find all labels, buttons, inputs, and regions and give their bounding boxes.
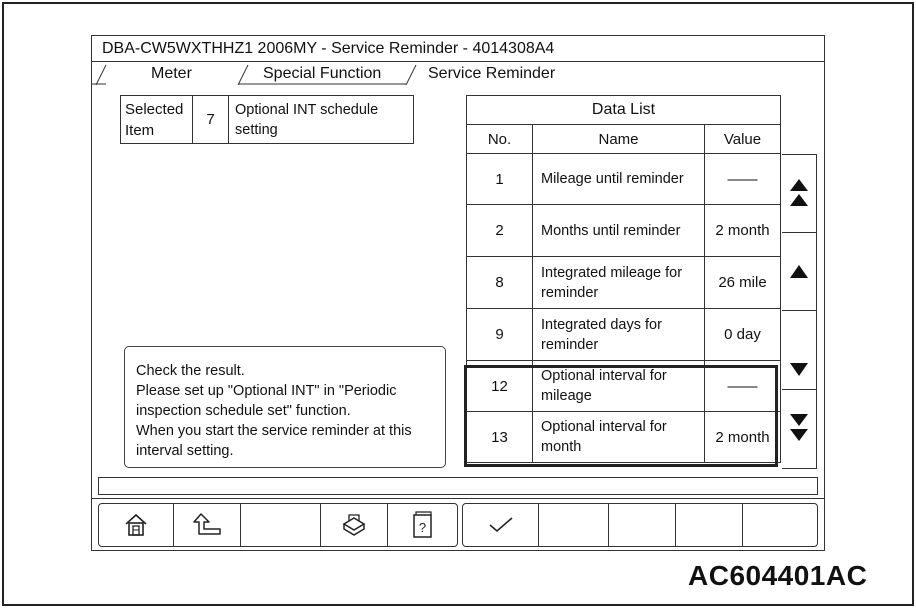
row-value: ——	[705, 361, 781, 412]
selected-item-table	[120, 95, 414, 144]
home-icon	[123, 512, 149, 538]
message-line: When you start the service reminder at this	[136, 423, 412, 439]
status-bar	[98, 477, 818, 495]
row-name: Months until reminder	[533, 205, 705, 257]
page-down-icon	[790, 414, 808, 444]
message-line: Check the result.	[136, 363, 245, 379]
footer-right-group	[462, 503, 818, 547]
footer-left-group	[98, 503, 458, 547]
highlight-frame	[464, 365, 778, 467]
tab-special-function[interactable]: Special Function	[263, 65, 382, 82]
empty-button[interactable]	[241, 504, 321, 546]
page-down-button[interactable]	[782, 390, 816, 468]
table-row[interactable]	[467, 257, 781, 309]
scroll-up-icon	[790, 265, 808, 279]
row-no: 2	[467, 205, 533, 257]
confirm-button[interactable]	[463, 504, 539, 546]
row-no: 13	[467, 412, 533, 463]
window-title: DBA-CW5WXTHHZ1 2006MY - Service Reminder - 4014308A4	[92, 36, 824, 62]
table-row[interactable]	[467, 205, 781, 257]
table-row[interactable]	[467, 309, 781, 361]
empty-button[interactable]	[539, 504, 609, 546]
empty-button[interactable]	[743, 504, 817, 546]
row-name: Optional interval for mileage	[533, 361, 705, 412]
page-up-icon	[790, 179, 808, 209]
app-window	[91, 35, 825, 551]
row-no: 12	[467, 361, 533, 412]
home-button[interactable]	[99, 504, 174, 546]
checkmark-icon	[487, 515, 515, 535]
table-row[interactable]	[467, 154, 781, 205]
back-button[interactable]	[174, 504, 242, 546]
row-name: Integrated days for reminder	[533, 309, 705, 361]
message-line: interval setting.	[136, 443, 234, 459]
column-header-value: Value	[705, 125, 781, 154]
empty-button[interactable]	[676, 504, 743, 546]
tab-meter[interactable]: Meter	[151, 65, 192, 82]
row-value: 0 day	[705, 309, 781, 361]
help-button[interactable]	[388, 504, 457, 546]
scroll-down-icon	[790, 363, 808, 377]
row-name: Mileage until reminder	[533, 154, 705, 205]
tab-service-reminder[interactable]: Service Reminder	[428, 65, 556, 82]
row-value: 2 month	[705, 205, 781, 257]
help-icon	[412, 511, 434, 539]
message-box	[124, 346, 446, 468]
row-name: Optional interval for month	[533, 412, 705, 463]
svg-text:?: ?	[418, 520, 426, 535]
data-list-title: Data List	[467, 96, 781, 125]
empty-button[interactable]	[609, 504, 676, 546]
print-button[interactable]	[321, 504, 389, 546]
column-header-name: Name	[533, 125, 705, 154]
tab-bar	[92, 63, 824, 85]
scroll-column	[782, 154, 817, 469]
row-value: 2 month	[705, 412, 781, 463]
footer-divider	[92, 498, 824, 499]
row-no: 8	[467, 257, 533, 309]
row-name: Integrated mileage for reminder	[533, 257, 705, 309]
figure-code: AC604401AC	[688, 560, 868, 591]
row-no: 1	[467, 154, 533, 205]
message-line: Please set up "Optional INT" in "Periodic	[136, 383, 397, 399]
selected-item-name: Optional INT schedule setting	[229, 96, 414, 144]
page-up-button[interactable]	[782, 155, 816, 233]
scroll-down-button[interactable]	[782, 311, 816, 390]
scroll-up-button[interactable]	[782, 233, 816, 311]
print-icon	[340, 512, 368, 538]
row-value: 26 mile	[705, 257, 781, 309]
selected-item-label: Selected Item	[121, 96, 193, 144]
selected-item-number: 7	[193, 96, 229, 144]
message-line: inspection schedule set" function.	[136, 403, 351, 419]
row-value: ——	[705, 154, 781, 205]
column-header-no: No.	[467, 125, 533, 154]
back-icon	[192, 512, 222, 538]
row-no: 9	[467, 309, 533, 361]
